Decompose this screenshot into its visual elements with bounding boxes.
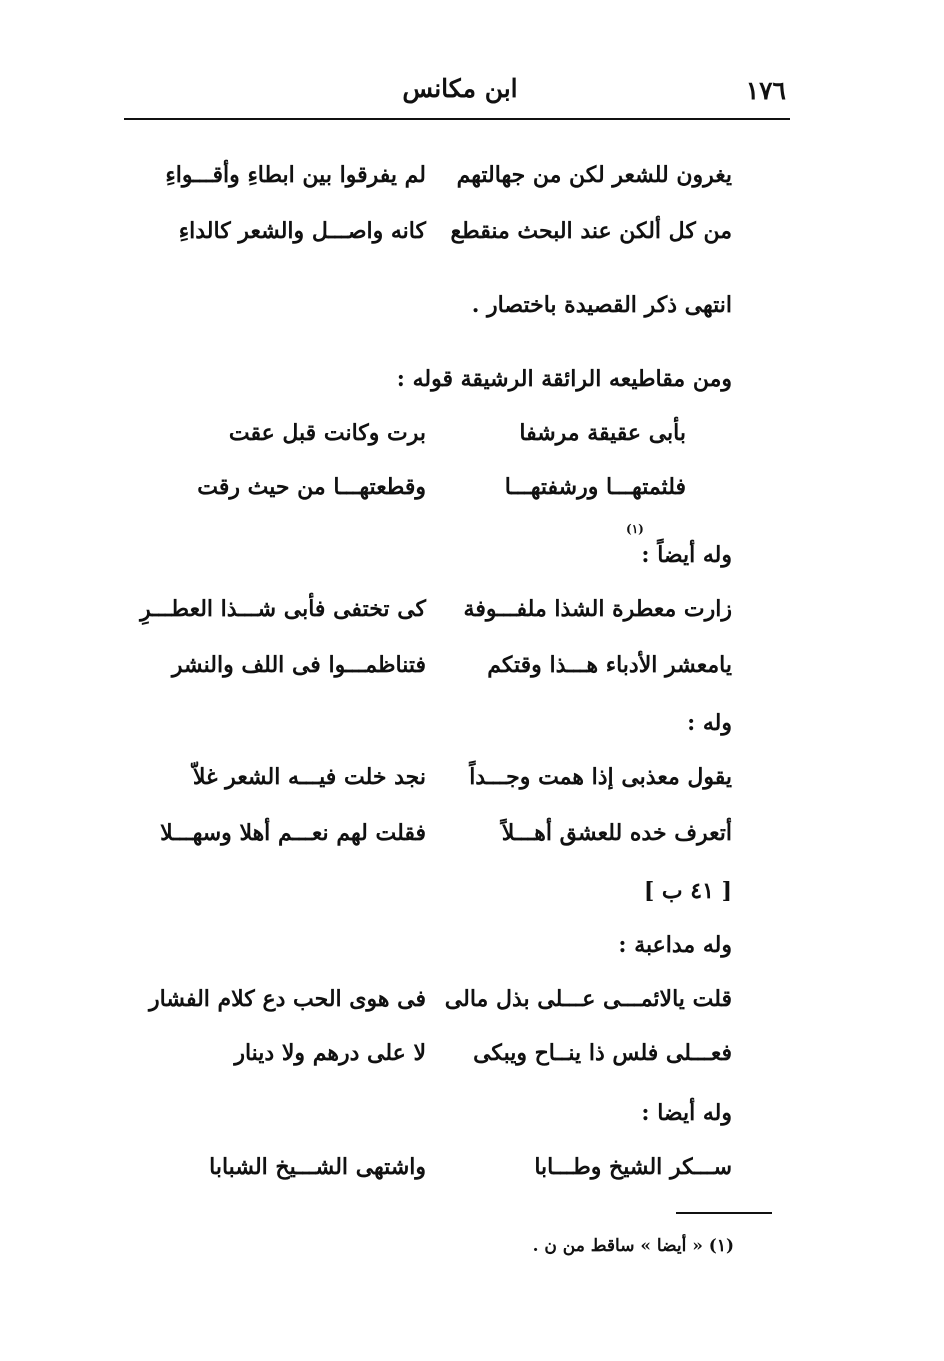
footnote-reference: (١) <box>626 522 644 536</box>
footnote-rule <box>676 1212 772 1214</box>
verse-left-hemistich: واشتهى الشـــيخ الشبابا <box>209 1154 426 1180</box>
page-number: ١٧٦ <box>745 76 786 105</box>
verse-left-hemistich: لا على درهم ولا دينار <box>234 1040 426 1066</box>
verse-right-hemistich: من كل ألكن عند البحث منقطع <box>450 218 732 244</box>
running-header-title: ابن مكانس <box>402 74 518 103</box>
verse-right-hemistich: فعـــلى فلس ذا ينــاح ويبكى <box>473 1040 732 1066</box>
verse-right-hemistich: يامعشر الأدباء هـــذا وقتكم <box>487 652 732 678</box>
verse-left-hemistich: وقطعتهـــا من حيث رقت <box>197 474 426 500</box>
verse-right-hemistich: فلثمتهـــا ورشفتهـــا <box>504 474 686 500</box>
section-intro-text: وله أيضاً : <box>641 542 732 568</box>
verse-left-hemistich: نجد خلت فيـــه الشعر غلاّ <box>192 764 426 790</box>
verse-left-hemistich: برت وكانت قبل عقت <box>228 420 426 446</box>
section-intro <box>641 542 732 568</box>
verse-left-hemistich: كانه واصـــل والشعر كالداءِ <box>178 218 426 244</box>
footnote: (١) « أيضا » ساقط من ن . <box>532 1236 734 1256</box>
verse-left-hemistich: فقلت لهم نعـــم أهلا وسهـــلا <box>160 820 426 846</box>
verse-right-hemistich: يقول معذبى إذا همت وجـــداً <box>469 764 732 790</box>
section-intro: وله مداعبة : <box>618 932 732 958</box>
verse-right-hemistich: يغرون للشعر لكن من جهالتهم <box>456 162 732 188</box>
verse-left-hemistich: كى تختفى فأبى شـــذا العطـــرِ <box>140 596 426 622</box>
verse-right-hemistich: ســـكر الشيخ وطـــابا <box>534 1154 732 1180</box>
verse-left-hemistich: فتناظمـــوا فى اللف والنشر <box>171 652 426 678</box>
verse-right-hemistich: بأبى عقيقة مرشفا <box>519 420 686 446</box>
end-note: انتهى ذكر القصيدة باختصار . <box>471 292 732 318</box>
section-intro: وله : <box>687 710 732 736</box>
verse-left-hemistich: لم يفرقوا بين ابطاءِ وأقـــواءِ <box>165 162 426 188</box>
section-intro: ومن مقاطيعه الرائقة الرشيقة قوله : <box>396 366 732 392</box>
section-intro: وله أيضا : <box>641 1100 732 1126</box>
verse-left-hemistich: فى هوى الحب دع كلام الفشار <box>149 986 426 1012</box>
folio-marker: [ ٤١ ب ] <box>643 878 732 904</box>
verse-right-hemistich: قلت يالائمـــى عـــلى بذل مالى <box>444 986 732 1012</box>
header-rule <box>124 118 790 120</box>
verse-right-hemistich: أتعرف خده للعشق أهـــلاً <box>501 820 732 846</box>
verse-right-hemistich: زارت معطرة الشذا ملفـــوفة <box>463 596 732 622</box>
